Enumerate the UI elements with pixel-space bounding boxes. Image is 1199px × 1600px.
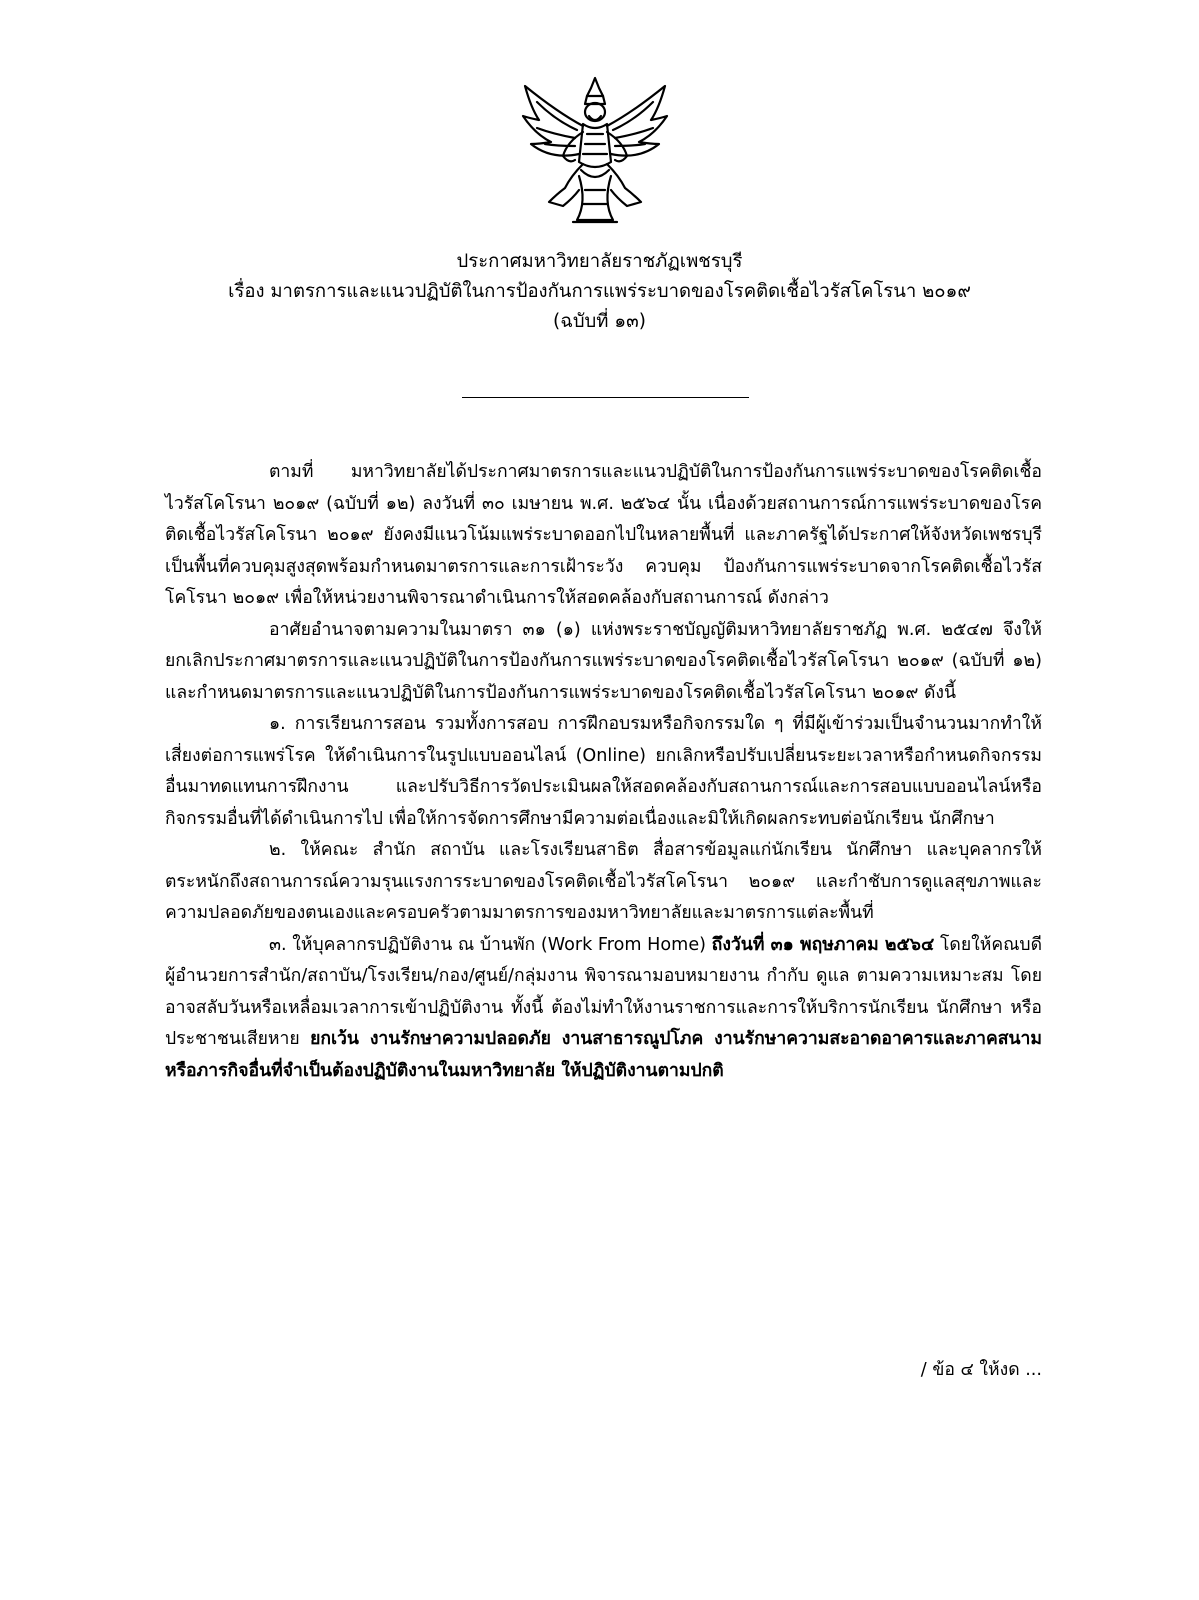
paragraph-reference: ตามที่ มหาวิทยาลัยได้ประกาศมาตรการและแนวปฏิบัติในการป้องกันการแพร่ระบาดของโรคติดเชื้อไวรัสโคโรนา ๒๐๑๙ (ฉบับที่ ๑๒) ลงวันที่ ๓๐ เมษายน พ.ศ. ๒๕๖๔ นั้น เนื่องด้วยสถานการณ์การแพร่ระบาดของโรคติดเชื้อไวรัสโคโรนา ๒๐๑๙ ยังคงมีแนวโน้มแพร่ระบาดออกไปในหลายพื้นที่ และภาครัฐได้ประกาศให้จังหวัดเพชรบุรีเป็นพื้นที่ควบคุมสูงสุดพร้อมกำหนดมาตรการและการเฝ้าระวัง ควบคุม ป้องกันการแพร่ระบาดจากโรคติดเชื้อไวรัสโคโรนา ๒๐๑๙ เพื่อให้หน่วยงานพิจารณาดำเนินการให้สอดคล้องกับสถานการณ์ ดังกล่าว <box>165 462 1042 608</box>
subject-line: เรื่อง มาตรการและแนวปฏิบัติในการป้องกันการแพร่ระบาดของโรคติดเชื้อไวรัสโคโรนา ๒๐๑๙ <box>228 281 971 302</box>
measure-item-3 <box>165 930 1042 1088</box>
page-continuation: / ข้อ ๔ ให้งด ... <box>920 1360 1042 1380</box>
issuer-line: ประกาศมหาวิทยาลัยราชภัฏเพชรบุรี <box>456 251 743 272</box>
item3-text-c: โดยให้คณบดี ผู้อำนวยการสำนัก/สถาบัน/โรงเรียน/กอง/ศูนย์/กลุ่มงาน พิจารณามอบหมายงาน กำกับ ดูแล ตามความเหมาะสม โดยอาจสลับวันหรือเหลื่อมเวลาการเข้าปฏิบัติงาน ทั้งนี้ ต้องไม่ทำให้งานราชการและการให้บริการนักเรียน นักศึกษา หรือประชาชนเสียหาย <box>165 934 1042 1049</box>
issue-number-line: (ฉบับที่ ๑๓) <box>553 311 646 332</box>
measure-item-2: ๒. ให้คณะ สำนัก สถาบัน และโรงเรียนสาธิต สื่อสารข้อมูลแก่นักเรียน นักศึกษา และบุคลากรให้ตระหนักถึงสถานการณ์ความรุนแรงการระบาดของโรคติดเชื้อไวรัสโคโรนา ๒๐๑๙ และกำชับการดูแลสุขภาพและความปลอดภัยของตนเองและครอบครัวตามมาตรการของมหาวิทยาลัยและมาตรการแต่ละพื้นที่ <box>165 840 1042 923</box>
item3-exceptions: ยกเว้น งานรักษาความปลอดภัย งานสาธารณูปโภค งานรักษาความสะอาดอาคารและภาคสนาม หรือภารกิจอื่นที่จำเป็นต้องปฏิบัติงานในมหาวิทยาลัย ให้ปฏิบัติงานตามปกติ <box>165 1029 1042 1081</box>
item3-text-a: ๓. ให้บุคลากรปฏิบัติงาน ณ บ้านพัก (Work From Home) <box>269 934 712 955</box>
garuda-emblem-icon <box>517 72 673 230</box>
title-divider <box>462 397 749 398</box>
paragraph-authority: อาศัยอำนาจตามความในมาตรา ๓๑ (๑) แห่งพระราชบัญญัติมหาวิทยาลัยราชภัฏ พ.ศ. ๒๕๔๗ จึงให้ยกเลิกประกาศมาตรการและแนวปฏิบัติในการป้องกันการแพร่ระบาดของโรคติดเชื้อไวรัสโคโรนา ๒๐๑๙ (ฉบับที่ ๑๒) และกำหนดมาตรการและแนวปฏิบัติในการป้องกันการแพร่ระบาดของโรคติดเชื้อไวรัสโคโรนา ๒๐๑๙ ดังนี้ <box>165 619 1042 703</box>
announcement-body <box>165 457 1042 1087</box>
item3-deadline: ถึงวันที่ ๓๑ พฤษภาคม ๒๕๖๔ <box>711 934 935 955</box>
announcement-title <box>0 247 1199 337</box>
measure-item-1: ๑. การเรียนการสอน รวมทั้งการสอบ การฝึกอบรมหรือกิจกรรมใด ๆ ที่มีผู้เข้าร่วมเป็นจำนวนมากทำให้เสี่ยงต่อการแพร่โรค ให้ดำเนินการในรูปแบบออนไลน์ (Online) ยกเลิกหรือปรับเปลี่ยนระยะเวลาหรือกำหนดกิจกรรมอื่นมาทดแทนการฝึกงาน และปรับวิธีการวัดประเมินผลให้สอดคล้องกับสถานการณ์และการสอบแบบออนไลน์หรือกิจกรรมอื่นที่ได้ดำเนินการไป เพื่อให้การจัดการศึกษามีความต่อเนื่องและมิให้เกิดผลกระทบต่อนักเรียน นักศึกษา <box>165 714 1042 829</box>
